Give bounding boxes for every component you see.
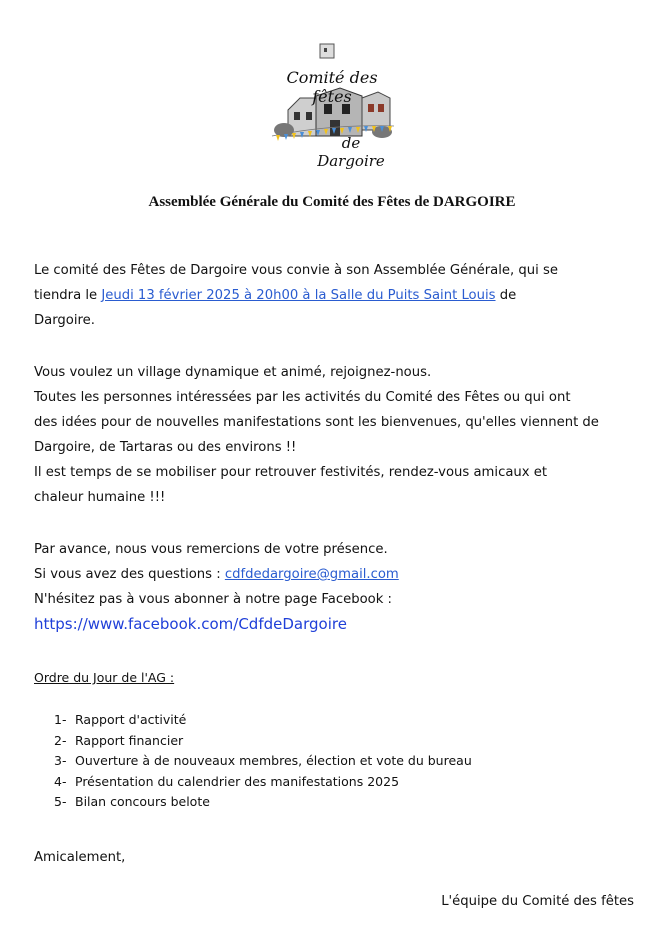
intro-line-2 [34, 283, 640, 308]
agenda-item: 1- Rapport d'activité [54, 712, 187, 727]
agenda-item: 4- Présentation du calendrier des manifestations 2025 [54, 773, 400, 789]
agenda-list [54, 710, 472, 813]
closing-text: Amicalement, [34, 850, 126, 865]
comite-logo [270, 40, 396, 170]
body-line-4: Dargoire, de Tartaras ou des environs !! [34, 440, 297, 455]
logo-title-line1: Comité des fêtes [286, 68, 378, 106]
body-line-6: chaleur humaine !!! [34, 490, 166, 505]
body-paragraph [34, 360, 640, 510]
agenda-item: 2- Rapport financier [54, 732, 184, 748]
thanks-line: Par avance, nous vous remercions de votre présence. [34, 542, 388, 557]
agenda-item: 3- Ouverture à de nouveaux membres, élection et vote du bureau [54, 753, 472, 768]
intro-line-2-before: tiendra le [34, 288, 102, 303]
intro-paragraph [34, 258, 640, 333]
document-title: Assemblée Générale du Comité des Fêtes de DARGOIRE [148, 194, 516, 210]
body-line-1: Vous voulez un village dynamique et animé, rejoignez-nous. [34, 365, 432, 380]
body-line-5: Il est temps de se mobiliser pour retrouver festivités, rendez-vous amicaux et [34, 465, 548, 480]
email-link[interactable]: cdfdedargoire@gmail.com [224, 567, 399, 582]
intro-line-2-after: de [495, 288, 517, 303]
facebook-link[interactable]: https://www.facebook.com/CdfdeDargoire [34, 615, 347, 633]
questions-label: Si vous avez des questions : [34, 567, 225, 582]
intro-line-1: Le comité des Fêtes de Dargoire vous convie à son Assemblée Générale, qui se [34, 263, 558, 278]
signature: L'équipe du Comité des fêtes [441, 894, 634, 909]
agenda-item: 5- Bilan concours belote [54, 794, 210, 809]
questions-line [34, 562, 640, 587]
body-line-3: des idées pour de nouvelles manifestations sont les bienvenues, qu'elles viennent de [34, 415, 599, 430]
facebook-label: N'hésitez pas à vous abonner à notre page Facebook : [34, 592, 392, 607]
intro-line-3: Dargoire. [34, 313, 95, 328]
logo-title-line2: de Dargoire [317, 134, 385, 170]
body-line-2: Toutes les personnes intéressées par les activités du Comité des Fêtes ou qui ont [34, 390, 571, 405]
agenda-title: Ordre du Jour de l'AG : [34, 670, 175, 685]
facebook-line [34, 612, 640, 638]
event-date-link[interactable]: Jeudi 13 février 2025 à 20h00 à la Salle du Puits Saint Louis [101, 288, 496, 303]
contact-paragraph [34, 537, 640, 638]
